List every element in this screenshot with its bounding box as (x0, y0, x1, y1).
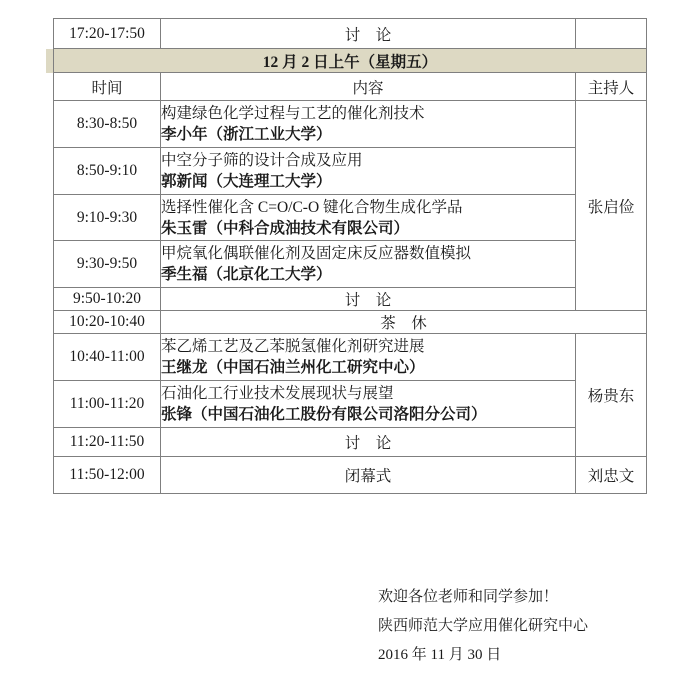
time-cell: 10:20-10:40 (54, 311, 161, 334)
column-header-chair: 主持人 (576, 73, 647, 101)
talk-speaker: 朱玉雷（中科合成油技术有限公司） (161, 219, 410, 237)
time-cell: 11:00-11:20 (54, 381, 161, 428)
talk-title: 甲烷氧化偶联催化剂及固定床反应器数值模拟 (161, 245, 472, 262)
time-cell: 9:50-10:20 (54, 288, 161, 311)
closing-note (378, 583, 588, 670)
table-row (54, 311, 647, 334)
talk-speaker: 李小年（浙江工业大学） (161, 126, 332, 143)
talk-cell (161, 148, 576, 195)
time-cell: 11:50-12:00 (54, 457, 161, 494)
table-row (54, 19, 647, 49)
time-cell: 17:20-17:50 (54, 19, 161, 49)
talk-speaker: 季生福（北京化工大学） (161, 266, 332, 283)
talk-title: 苯乙烯工艺及乙苯脱氢催化剂研究进展 (161, 338, 425, 355)
column-header-time: 时间 (54, 73, 161, 101)
session-header-row (54, 49, 647, 73)
talk-cell (161, 334, 576, 381)
discussion-cell: 讨 论 (161, 288, 576, 311)
talk-speaker: 张锋（中国石油化工股份有限公司洛阳分公司） (161, 406, 487, 423)
table-row (54, 381, 647, 428)
talk-cell (161, 381, 576, 428)
time-cell: 8:30-8:50 (54, 101, 161, 148)
table-row (54, 101, 647, 148)
talk-title: 构建绿色化学过程与工艺的催化剂技术 (161, 105, 425, 122)
time-cell: 9:10-9:30 (54, 195, 161, 241)
closing-note-line: 欢迎各位老师和同学参加！ (378, 589, 559, 605)
talk-cell (161, 195, 576, 241)
discussion-cell: 讨 论 (161, 19, 576, 49)
closing-ceremony-cell: 闭幕式 (161, 457, 576, 494)
table-row (54, 334, 647, 381)
closing-note-line: 陕西师范大学应用催化研究中心 (378, 618, 589, 634)
discussion-cell: 讨 论 (161, 428, 576, 457)
talk-speaker: 王继龙（中国石油兰州化工研究中心） (161, 359, 425, 376)
talk-title: 中空分子筛的设计合成及应用 (161, 152, 363, 169)
talk-cell (161, 241, 576, 288)
table-row (54, 428, 647, 457)
table-row (54, 241, 647, 288)
schedule-table (53, 18, 647, 494)
talk-speaker: 郭新闻（大连理工大学） (161, 173, 332, 190)
table-row (54, 457, 647, 494)
column-header-row (54, 73, 647, 101)
tea-break-cell: 茶 休 (161, 311, 647, 334)
time-cell: 10:40-11:00 (54, 334, 161, 381)
chair-cell: 刘忠文 (576, 457, 647, 494)
time-cell: 9:30-9:50 (54, 241, 161, 288)
column-header-content: 内容 (161, 73, 576, 101)
table-row (54, 148, 647, 195)
chair-cell: 张启俭 (576, 101, 647, 311)
talk-title: 选择性催化含 C=O/C-O 键化合物生成化学品 (161, 198, 463, 216)
talk-cell (161, 101, 576, 148)
closing-note-line: 2016 年 11 月 30 日 (378, 647, 502, 663)
table-row (54, 288, 647, 311)
chair-cell: 杨贵东 (576, 334, 647, 457)
time-cell: 8:50-9:10 (54, 148, 161, 195)
session-header: 12 月 2 日上午（星期五） (54, 49, 647, 73)
time-cell: 11:20-11:50 (54, 428, 161, 457)
table-row (54, 195, 647, 241)
talk-title: 石油化工行业技术发展现状与展望 (161, 385, 394, 402)
chair-cell-empty (576, 19, 647, 49)
